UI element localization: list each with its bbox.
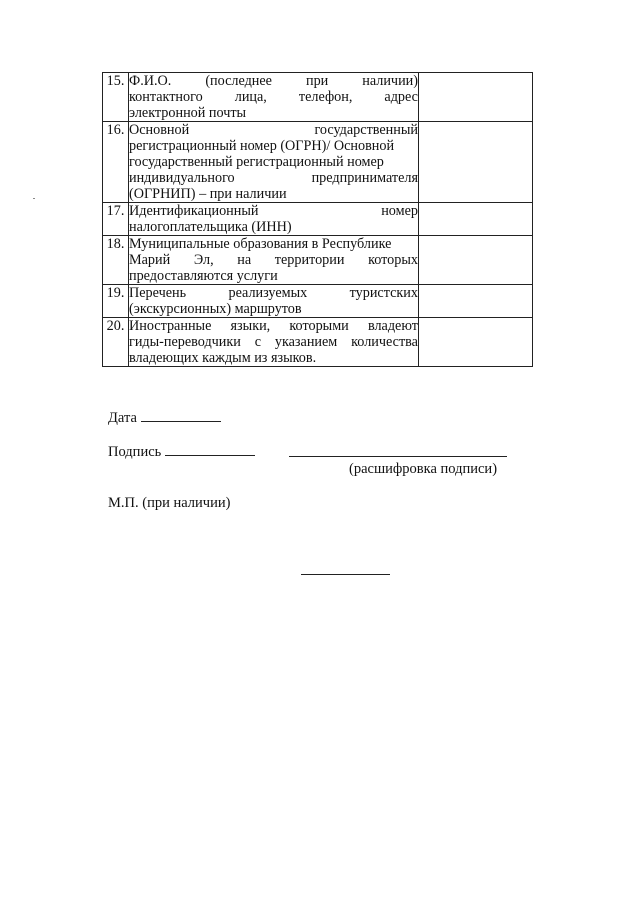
- row-description: [129, 236, 419, 285]
- row-number: 15.: [103, 73, 129, 122]
- description-text: лица,: [234, 89, 267, 105]
- description-line: [129, 285, 418, 301]
- row-value-cell[interactable]: [419, 203, 533, 236]
- row-value-cell[interactable]: [419, 236, 533, 285]
- date-label: Дата: [108, 410, 137, 426]
- signature-decode-line[interactable]: [289, 456, 507, 457]
- description-text: Ф.И.О.: [129, 73, 172, 89]
- description-text: предпринимателя: [311, 170, 418, 186]
- row-value-cell[interactable]: [419, 318, 533, 367]
- end-rule: [301, 574, 390, 575]
- row-value-cell[interactable]: [419, 73, 533, 122]
- description-text: Перечень: [129, 285, 187, 301]
- description-text: государственный: [314, 122, 418, 138]
- row-number: 18.: [103, 236, 129, 285]
- row-description: [129, 285, 419, 318]
- description-line: [129, 268, 418, 284]
- description-text: которых: [368, 252, 418, 268]
- table-row: [103, 236, 533, 285]
- description-text: количества: [351, 334, 418, 350]
- row-number: 19.: [103, 285, 129, 318]
- table-row: [103, 318, 533, 367]
- description-line: [129, 105, 418, 121]
- table-row: [103, 122, 533, 203]
- row-description: [129, 318, 419, 367]
- description-text: индивидуального: [129, 170, 235, 186]
- signature-row: [108, 443, 255, 461]
- description-line: [129, 73, 418, 89]
- description-text: на: [237, 252, 252, 268]
- description-text: предоставляются услуги: [129, 268, 278, 284]
- description-line: [129, 236, 418, 252]
- description-text: при: [305, 73, 329, 89]
- table-body: [103, 73, 533, 367]
- signature-blank-line[interactable]: [165, 443, 255, 456]
- description-line: [129, 318, 418, 334]
- description-text: территории: [274, 252, 345, 268]
- description-text: с: [254, 334, 262, 350]
- description-text: которыми: [289, 318, 349, 334]
- description-line: [129, 186, 418, 202]
- description-text: номер: [381, 203, 418, 219]
- description-line: [129, 154, 418, 170]
- description-text: государственный регистрационный номер: [129, 154, 384, 170]
- date-blank-line[interactable]: [141, 409, 221, 422]
- date-row: [108, 409, 221, 427]
- description-line: [129, 219, 418, 235]
- description-text: указанием: [274, 334, 338, 350]
- description-text: владеют: [367, 318, 418, 334]
- description-text: владеющих каждым из языков.: [129, 350, 317, 366]
- description-text: регистрационный номер (ОГРН)/ Основной: [129, 138, 395, 154]
- description-line: [129, 122, 418, 138]
- stamp-label: М.П. (при наличии): [108, 495, 231, 511]
- description-text: (экскурсионных) маршрутов: [129, 301, 302, 317]
- description-text: (последнее: [205, 73, 272, 89]
- description-text: гиды-переводчики: [129, 334, 241, 350]
- description-text: наличии): [362, 73, 418, 89]
- scan-speck: [33, 198, 35, 199]
- signature-label: Подпись: [108, 444, 162, 460]
- description-text: реализуемых: [228, 285, 308, 301]
- row-description: [129, 122, 419, 203]
- description-line: [129, 89, 418, 105]
- row-number: 17.: [103, 203, 129, 236]
- description-text: Идентификационный: [129, 203, 259, 219]
- signature-decode-caption: (расшифровка подписи): [349, 461, 498, 477]
- description-text: адрес: [384, 89, 418, 105]
- description-text: контактного: [129, 89, 203, 105]
- description-text: налогоплательщика (ИНН): [129, 219, 292, 235]
- description-line: [129, 170, 418, 186]
- table-row: [103, 285, 533, 318]
- description-text: Основной: [129, 122, 190, 138]
- description-line: [129, 334, 418, 350]
- description-text: электронной почты: [129, 105, 247, 121]
- description-text: телефон,: [298, 89, 353, 105]
- description-line: [129, 350, 418, 366]
- application-table: [102, 72, 533, 367]
- row-number: 20.: [103, 318, 129, 367]
- row-value-cell[interactable]: [419, 122, 533, 203]
- description-text: Марий: [129, 252, 171, 268]
- description-line: [129, 138, 418, 154]
- row-value-cell[interactable]: [419, 285, 533, 318]
- description-text: (ОГРНИП) – при наличии: [129, 186, 287, 202]
- row-number: 16.: [103, 122, 129, 203]
- description-line: [129, 203, 418, 219]
- description-text: Иностранные: [129, 318, 212, 334]
- description-text: Муниципальные образования в Республике: [129, 236, 392, 252]
- row-description: [129, 203, 419, 236]
- table-row: [103, 73, 533, 122]
- description-text: языки,: [230, 318, 271, 334]
- description-line: [129, 301, 418, 317]
- description-text: Эл,: [193, 252, 214, 268]
- table-row: [103, 203, 533, 236]
- row-description: [129, 73, 419, 122]
- description-line: [129, 252, 418, 268]
- description-text: туристских: [349, 285, 418, 301]
